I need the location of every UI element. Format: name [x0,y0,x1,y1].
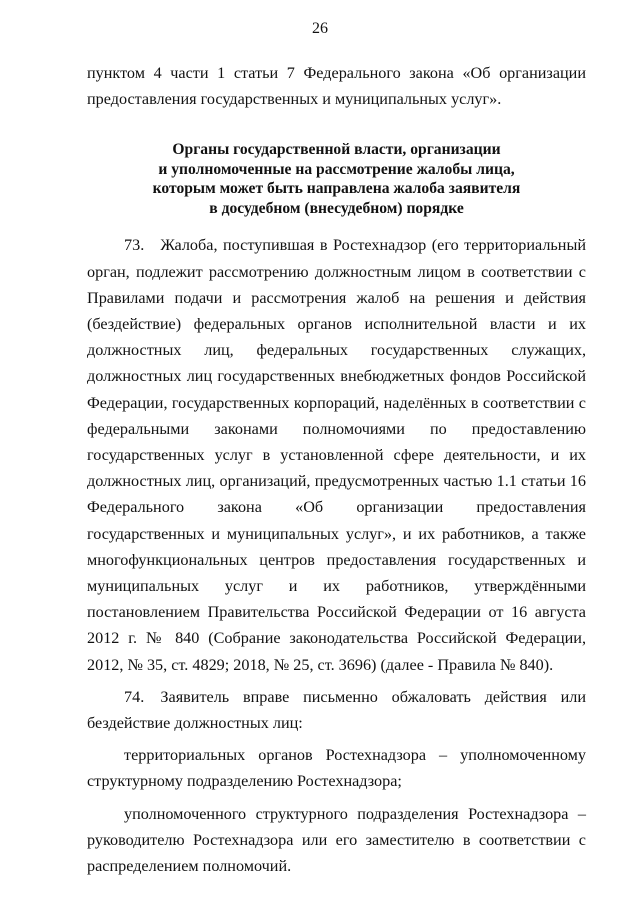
paragraph-74-item-2: уполномоченного структурного подразделения Ростехнадзора – руководителю Ростехнадзора или его заместителю в соответствии с распределением полномочий. [87,804,586,876]
intro-paragraph: пунктом 4 части 1 статьи 7 Федерального закона «Об организации предоставления государственных и муниципальных услуг». [87,64,586,109]
heading-line: в досудебном (внесудебном) порядке [209,199,464,217]
document-body [87,60,586,879]
heading-line: Органы государственной власти, организации [172,141,501,159]
heading-line: которым может быть направлена жалоба заявителя [152,180,521,198]
paragraph-73: 73. Жалоба, поступившая в Ростехнадзор (его территориальный орган, подлежит рассмотрению должностным лицом в соответствии с Правилами подачи и рассмотрения жалоб на решения и действия (бездействие) федеральных органов исполнительной власти и их должностных лиц, федеральных государственных служащих, должностных лиц государственных внебюджетных фондов Российской Федерации, государственных корпораций, наделённых в соответствии с федеральными законами полномочиями по предоставлению государственных услуг в установленной сфере деятельности, и их должностных лиц, организаций, предусмотренных частью 1.1 статьи 16 Федерального закона «Об организации предоставления государственных и муниципальных услуг», и их работников, а также многофункциональных центров предоставления государственных и муниципальных услуг и их работников, утверждёнными постановлением Правительства Российской Федерации от 16 августа 2012 г. № 840 (Собрание законодательства Российской Федерации, 2012, № 35, ст. 4829; 2018, № 25, ст. 3696) (далее - Правила № 840). [87,236,586,674]
heading-line: и уполномоченные на рассмотрение жалобы лица, [158,160,515,178]
paragraph-74-item-1: территориальных органов Ростехнадзора – уполномоченному структурному подразделению Ростехнадзора; [87,746,586,791]
section-heading [87,140,586,218]
page-number: 26 [312,20,328,37]
paragraph-74: 74. Заявитель вправе письменно обжаловать действия или бездействие должностных лиц: [87,687,586,733]
